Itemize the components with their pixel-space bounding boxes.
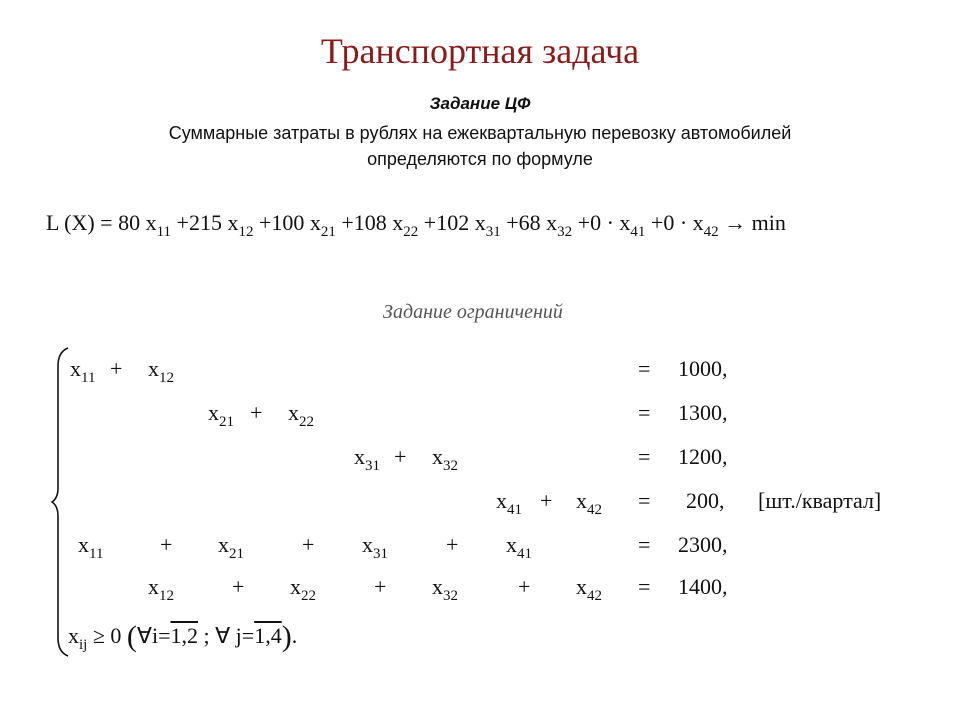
equals-sign: = <box>638 400 651 425</box>
plus-sign: + <box>374 574 387 599</box>
equals-sign: = <box>638 574 651 599</box>
constraint-rhs: 2300, <box>678 532 728 557</box>
constraints-heading: Задание ограничений <box>383 301 563 323</box>
constraint-var: $x_{21}$ <box>208 400 234 430</box>
plus-sign: + <box>446 532 459 557</box>
slide-title: Транспортная задача <box>320 31 640 71</box>
objective-formula <box>46 210 786 241</box>
constraint-var: $x_{31}$ <box>354 444 380 474</box>
constraint-var: $x_{12}$ <box>148 356 174 386</box>
equals-sign: = <box>638 532 651 557</box>
constraint-rhs: 1300, <box>678 400 728 425</box>
constraint-rhs: 200, <box>686 488 725 513</box>
equals-sign: = <box>638 444 651 469</box>
plus-sign: + <box>160 532 173 557</box>
formula-term: +215 $x_{12}$ <box>176 210 254 240</box>
plus-sign: + <box>518 574 531 599</box>
constraint-rhs: 1200, <box>678 444 728 469</box>
units-label: [шт./квартал] <box>758 488 882 513</box>
objective-description <box>0 120 960 172</box>
description-line-2: определяются по формуле <box>367 149 593 169</box>
plus-sign: + <box>250 400 263 425</box>
plus-sign: + <box>394 444 407 469</box>
constraint-var: $x_{11}$ <box>78 532 104 562</box>
objective-heading: Задание ЦФ <box>429 94 531 113</box>
constraint-var: $x_{41}$ <box>496 488 522 518</box>
constraint-var: $x_{42}$ <box>576 574 602 604</box>
plus-sign: + <box>540 488 553 513</box>
system-brace <box>50 346 74 658</box>
constraint-var: $x_{42}$ <box>576 488 602 518</box>
plus-sign: + <box>232 574 245 599</box>
constraint-var: $x_{32}$ <box>432 574 458 604</box>
formula-term: +102 $x_{31}$ <box>423 210 501 240</box>
formula-term: $+0 \cdot x_{41}$ <box>577 210 646 240</box>
plus-sign: + <box>302 532 315 557</box>
constraint-var: $x_{31}$ <box>362 532 388 562</box>
constraint-var: $x_{22}$ <box>290 574 316 604</box>
constraint-var: $x_{21}$ <box>218 532 244 562</box>
constraint-var: $x_{11}$ <box>70 356 96 386</box>
constraint-var: $x_{32}$ <box>432 444 458 474</box>
constraint-rhs: 1000, <box>678 356 728 381</box>
formula-lhs: L (X) = <box>46 210 113 235</box>
formula-term: $+0 \cdot x_{42}$ <box>650 210 719 240</box>
equals-sign: = <box>638 488 651 513</box>
equals-sign: = <box>638 356 651 381</box>
formula-direction: → min <box>724 210 786 235</box>
constraint-var: $x_{12}$ <box>148 574 174 604</box>
formula-term: +100 $x_{21}$ <box>258 210 336 240</box>
formula-term: 80 $x_{11}$ <box>118 210 172 240</box>
constraint-var: $x_{41}$ <box>506 532 532 562</box>
constraint-rhs: 1400, <box>678 574 728 599</box>
formula-term: +108 $x_{22}$ <box>341 210 419 240</box>
formula-term: +68 $x_{32}$ <box>506 210 573 240</box>
nonnegativity-constraint: $x_{ij} \ge 0$ (∀i=1,2 ; ∀ j=1,4). <box>68 620 298 653</box>
description-line-1: Суммарные затраты в рублях на ежеквартальную перевозку автомобилей <box>168 123 792 143</box>
plus-sign: + <box>110 356 123 381</box>
constraint-var: $x_{22}$ <box>288 400 314 430</box>
